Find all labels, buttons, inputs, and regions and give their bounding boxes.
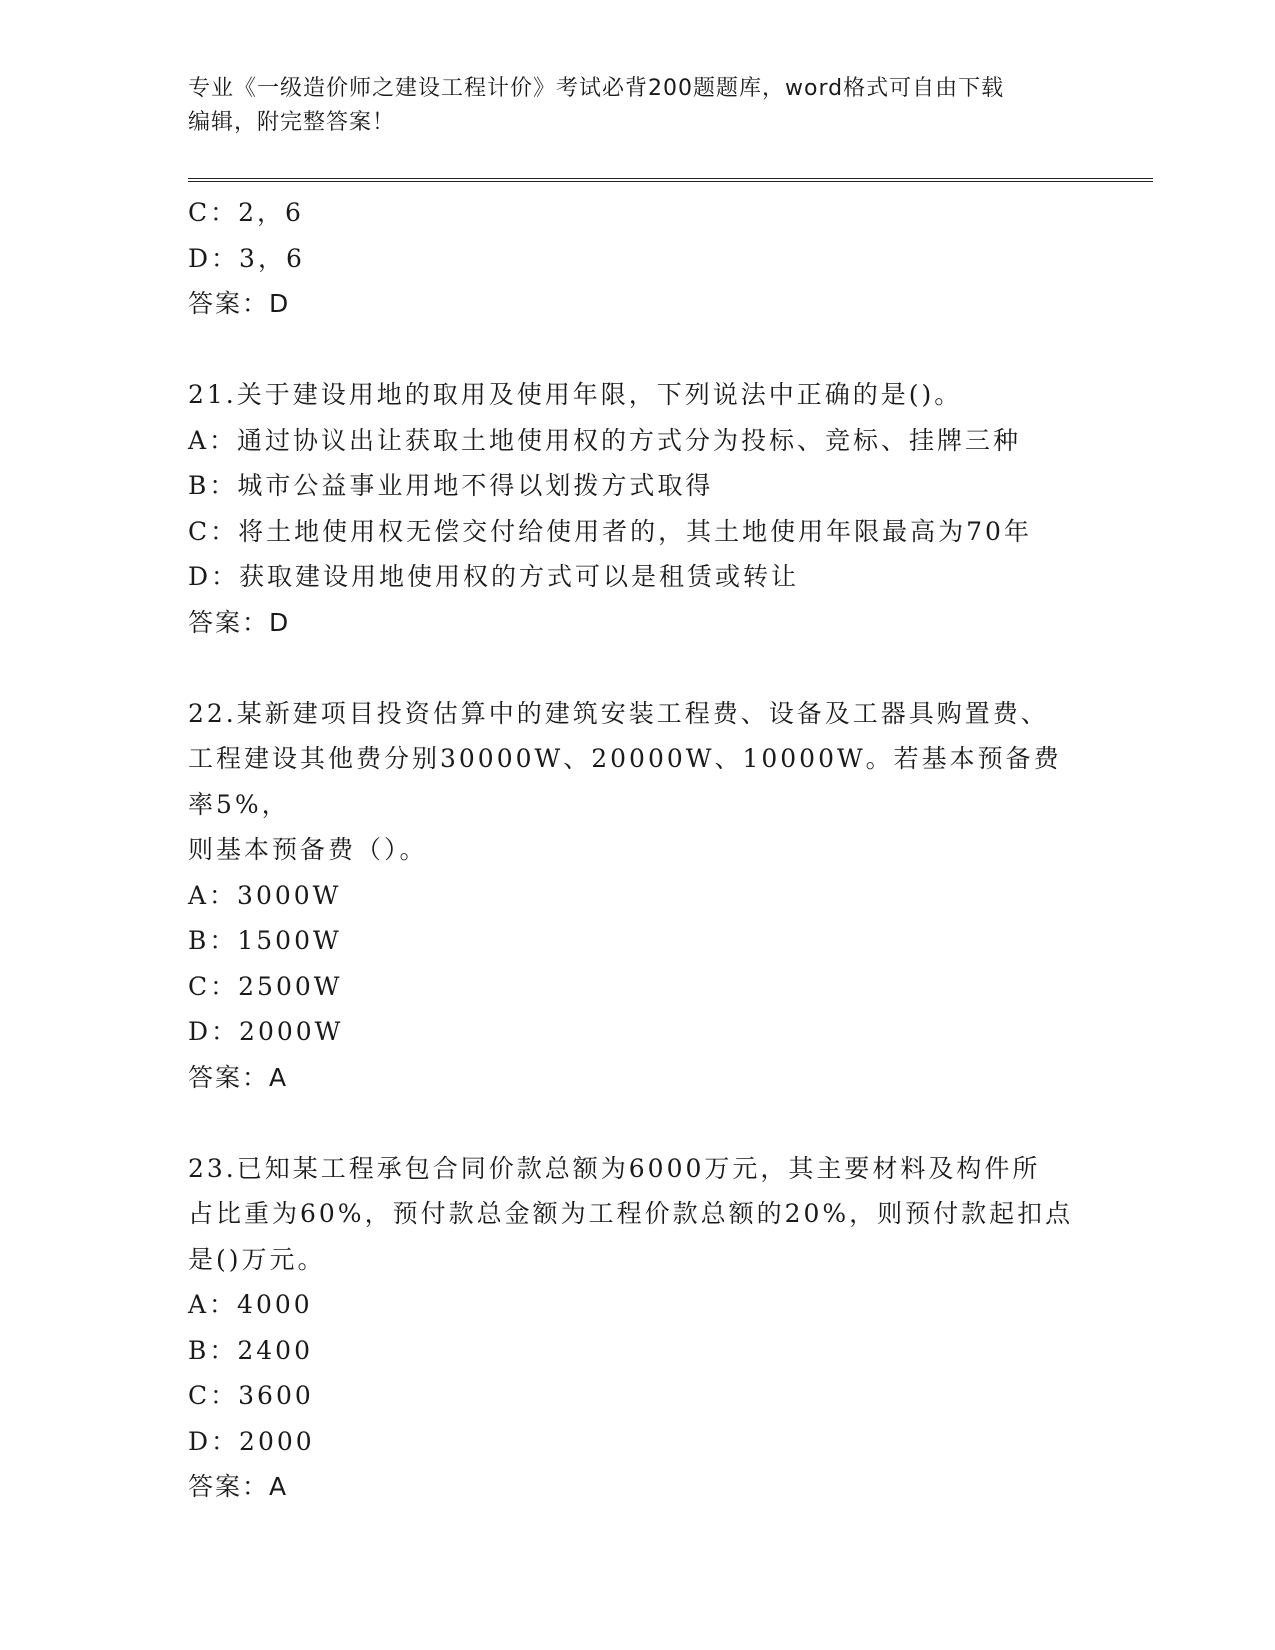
option-c: C：2，6 (188, 198, 304, 227)
option-a: A：3000W (188, 880, 342, 910)
answer-line: 答案：A (188, 1472, 289, 1501)
option-c: C：3600 (188, 1381, 314, 1410)
spacer (188, 327, 1088, 373)
answer-line: 答案：D (188, 607, 291, 637)
question-text: 则基本预备费（）。 (188, 835, 428, 864)
header-line-2: 编辑，附完整答案！ (188, 110, 396, 135)
answer-line: 答案：A (188, 1062, 289, 1092)
question-text: 23.已知某工程承包合同价款总额为6000万元，其主要材料及构件所 (188, 1153, 1041, 1183)
question-text: 工程建设其他费分别30000W、20000W、10000W。若基本预备费率5%， (188, 744, 1062, 819)
question-block-23 (188, 1146, 1088, 1510)
option-d: D：2000 (188, 1426, 315, 1456)
option-d: D：3，6 (188, 243, 305, 273)
question-block-21 (188, 372, 1088, 645)
header-line-1: 专业《一级造价师之建设工程计价》考试必背200题题库，word格式可自由下载 (188, 76, 1005, 101)
question-text: 占比重为60%，预付款总金额为工程价款总额的20%，则预付款起扣点 (188, 1199, 1074, 1228)
question-block-previous (188, 190, 1088, 327)
answer-line: 答案：D (188, 289, 291, 318)
option-b: B：城市公益事业用地不得以划拨方式取得 (188, 471, 714, 500)
option-a: A：4000 (188, 1290, 313, 1319)
option-b: B：2400 (188, 1335, 313, 1365)
option-a: A：通过协议出让获取土地使用权的方式分为投标、竞标、挂牌三种 (188, 425, 1022, 455)
spacer (188, 645, 1088, 691)
option-c: C：将土地使用权无偿交付给使用者的，其土地使用年限最高为70年 (188, 516, 1032, 546)
question-text: 21.关于建设用地的取用及使用年限，下列说法中正确的是()。 (188, 380, 963, 409)
document-body (188, 190, 1088, 1510)
question-block-22 (188, 691, 1088, 1101)
option-d: D：2000W (188, 1017, 344, 1046)
page-header (188, 72, 1088, 140)
question-text: 是()万元。 (188, 1244, 326, 1274)
spacer (188, 1100, 1088, 1146)
question-text: 22.某新建项目投资估算中的建筑安装工程费、设备及工器具购置费、 (188, 698, 1049, 728)
option-c: C：2500W (188, 971, 343, 1001)
option-b: B：1500W (188, 926, 342, 955)
option-d: D：获取建设用地使用权的方式可以是租赁或转让 (188, 562, 800, 591)
header-divider (188, 178, 1153, 182)
